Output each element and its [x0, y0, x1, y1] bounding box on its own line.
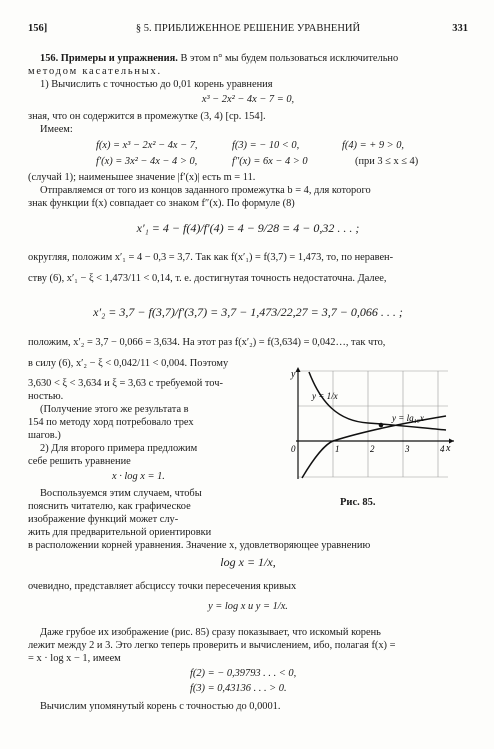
text-line: 154 по методу хорд потребовало трех [28, 417, 194, 428]
text-line: Вычислим упомянутый корень с точностью до 0,0001. [40, 701, 281, 712]
equation: f(3) = 0,43136 . . . > 0. [190, 683, 287, 694]
curve-label-logarithm: y = lg₁₀x [392, 413, 424, 423]
text-line: знак функции f(x) совпадает со знаком f″(x). По формуле (8) [28, 198, 295, 209]
equation: f″(x) = 6x − 4 > 0 [232, 156, 308, 167]
y-axis-label: y [291, 369, 296, 380]
text-line: шагов.) [28, 430, 61, 441]
text-line: очевидно, представляет абсциссу точки пересечения кривых [28, 581, 297, 592]
x-axis-label: x [446, 443, 451, 454]
text-line: ностью. [28, 391, 64, 402]
figure-caption: Рис. 85. [340, 497, 376, 508]
text-line: 2) Для второго примера предложим [40, 443, 198, 454]
curve-label-reciprocal: y = 1/x [312, 391, 338, 401]
running-header: § 5. ПРИБЛИЖЕННОЕ РЕШЕНИЕ УРАВНЕНИЙ [135, 23, 361, 34]
text-line: (случай 1); наименьшее значение |f′(x)| есть m = 11. [28, 172, 256, 183]
equation: log x = 1/x, [220, 555, 276, 569]
equation: x³ − 2x² − 4x − 7 = 0, [201, 94, 295, 105]
equation: x′₁ = 4 − f(4)/f′(4) = 4 − 9/28 = 4 − 0,32 . . . ; [136, 221, 360, 235]
equation: f(4) = + 9 > 0, [342, 140, 405, 151]
text-line: методом касательных. [28, 66, 162, 77]
page-number: 331 [452, 23, 468, 34]
text-line: жить для предварительной ориентировки [28, 527, 212, 538]
text-line: Отправляемся от того из концов заданного промежутка b = 4, для которого [40, 185, 371, 196]
text-line: лежит между 2 и 3. Это легко теперь проверить и вычислением, ибо, полагая f(x) = [28, 640, 396, 651]
text-line: = x · log x − 1, имеем [28, 653, 121, 664]
y-axis-arrow [296, 367, 301, 372]
equation: f(3) = − 10 < 0, [232, 140, 300, 151]
tick-label: 3 [405, 444, 410, 454]
text-line: Даже грубое их изображение (рис. 85) сразу показывает, что искомый корень [40, 627, 381, 638]
intersection-point [379, 423, 384, 428]
curve-reciprocal [309, 372, 446, 430]
text-line: (Получение этого же результата в [40, 404, 189, 415]
tick-label: 4 [440, 444, 445, 454]
equation: (при 3 ≤ x ≤ 4) [355, 156, 419, 167]
text-line: себе решить уравнение [28, 456, 131, 467]
text-line: 3,630 < ξ < 3,634 и ξ = 3,63 с требуемой точ- [28, 378, 223, 389]
text-line: в силу (6), x′₂ − ξ < 0,042/11 < 0,004. Поэтому [28, 358, 229, 369]
equation: x · log x = 1. [112, 471, 165, 482]
text-line: Имеем: [40, 124, 73, 135]
equation: f(2) = − 0,39793 . . . < 0, [190, 668, 297, 679]
tick-label: 1 [335, 444, 340, 454]
equation: y = log x и y = 1/x. [208, 601, 288, 612]
equation: f(x) = x³ − 2x² − 4x − 7, [96, 140, 198, 151]
text-line: ству (6), x′₁ − ξ < 1,473/11 < 0,14, т. е. достигнутая точность недостаточна. Далее, [28, 273, 387, 284]
equation: f′(x) = 3x² − 4x − 4 > 0, [96, 156, 198, 167]
paragraph-title: 156. Примеры и упражнения. [40, 53, 178, 64]
text-line: Воспользуемся этим случаем, чтобы [40, 488, 202, 499]
tick-label: 2 [370, 444, 375, 454]
equation: x′₂ = 3,7 − f(3,7)/f′(3,7) = 3,7 − 1,473/22,27 = 3,7 − 0,066 . . . ; [93, 305, 403, 319]
section-number: 156] [28, 23, 48, 34]
text-line: 1) Вычислить с точностью до 0,01 корень уравнения [40, 79, 273, 90]
tick-label: 0 [291, 444, 296, 454]
text-line: зная, что он содержится в промежутке (3, 4) [ср. 154]. [28, 111, 266, 122]
text-line: положим, x′₂ = 3,7 − 0,066 = 3,634. На этот раз f(x′₂) = f(3,634) = 0,042…, так что, [28, 337, 386, 348]
text-line: пояснить читателю, как графическое [28, 501, 191, 512]
text-line: в расположении корней уравнения. Значение x, удовлетворяющее уравнению [28, 540, 371, 551]
text-line: В этом n° мы будем пользоваться исключительно [177, 53, 399, 64]
paragraph-title-line [40, 52, 480, 65]
text-line: округляя, положим x′₁ = 4 − 0,3 = 3,7. Так как f(x′₁) = f(3,7) = 1,473, то, по неравен- [28, 252, 394, 263]
figure-85-graph [288, 365, 458, 483]
text-line: изображение функций может слу- [28, 514, 179, 525]
